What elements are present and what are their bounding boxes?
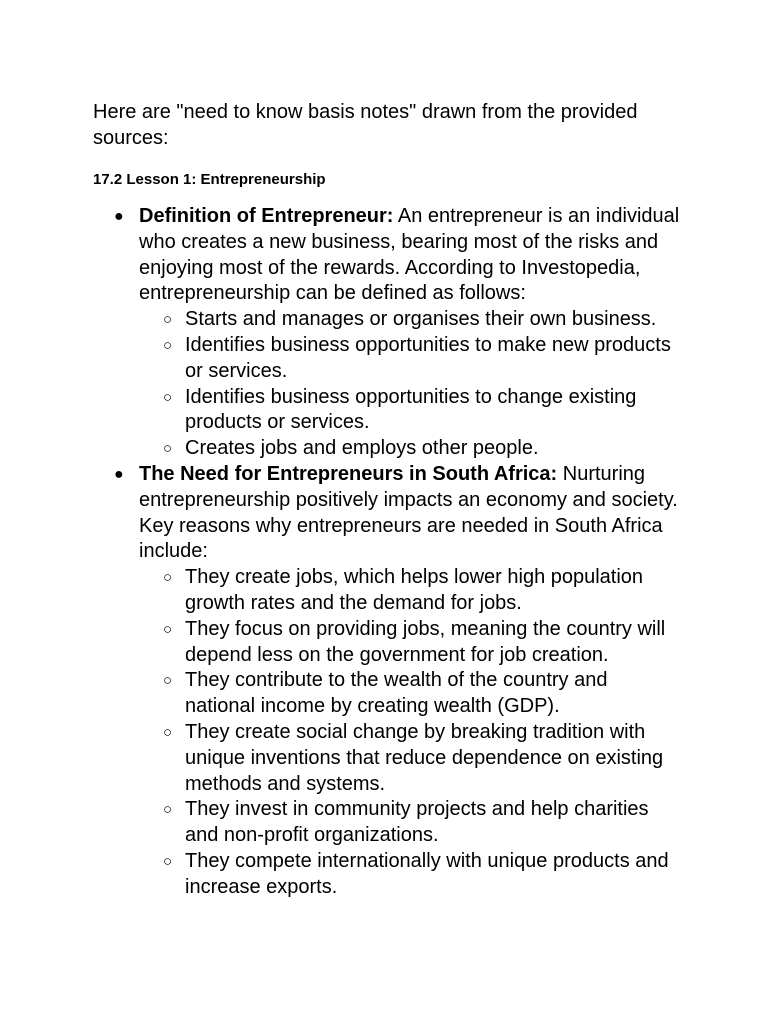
sub-bullet-list [139, 307, 683, 462]
bullet-term: The Need for Entrepreneurs in South Africa: [139, 462, 558, 485]
hollow-circle-icon: ○ [163, 723, 173, 741]
sub-list-item: ○ Identifies business opportunities to change existing products or services. [163, 385, 637, 434]
sub-bullet-list [139, 565, 683, 900]
sub-list-item: ○ They create social change by breaking tradition with unique inventions that reduce dependence on existing methods and systems. [163, 720, 664, 795]
hollow-circle-icon: ○ [163, 801, 173, 819]
sub-list-item: ○ They create jobs, which helps lower high population growth rates and the demand for jobs. [163, 566, 644, 614]
main-bullet-list [93, 204, 683, 901]
sub-list-item: ○ They invest in community projects and help charities and non-profit organizations. [163, 798, 649, 847]
bullet-need-for-entrepreneurs [93, 462, 683, 901]
intro-paragraph: Here are "need to know basis notes" drawn from the provided sources: [93, 101, 638, 149]
sub-list-item: ○ They compete internationally with unique products and increase exports. [163, 849, 669, 898]
bullet-definition-of-entrepreneur [93, 204, 683, 462]
hollow-circle-icon: ○ [163, 336, 173, 354]
sub-list-item: ○ Creates jobs and employs other people. [139, 436, 683, 462]
hollow-circle-icon: ○ [163, 388, 173, 406]
bullet-dot-icon: ● [114, 208, 124, 225]
hollow-circle-icon: ○ [163, 852, 173, 870]
sub-list-item: ○ They focus on providing jobs, meaning the country will depend less on the government for job creation. [163, 617, 666, 666]
hollow-circle-icon: ○ [163, 672, 173, 690]
bullet-dot-icon: ● [114, 465, 124, 483]
hollow-circle-icon: ○ [163, 311, 173, 329]
sub-list-item: ○ Starts and manages or organises their own business. [139, 307, 683, 333]
hollow-circle-icon: ○ [163, 620, 173, 638]
bullet-text: An entrepreneur is an individual who creates a new business, bearing most of the risks and enjoying most of the rewards. According to Investopedia, entrepreneurship can be defined as follows: [139, 205, 680, 305]
sub-list-item: ○ Identifies business opportunities to make new products or services. [163, 333, 671, 382]
bullet-term: Definition of Entrepreneur: [139, 205, 394, 227]
sub-list-item: ○ They contribute to the wealth of the country and national income by creating wealth (GDP). [163, 669, 608, 718]
hollow-circle-icon: ○ [163, 569, 173, 587]
document-page [93, 99, 683, 901]
hollow-circle-icon: ○ [163, 440, 173, 458]
bullet-text: Nurturing entrepreneurship positively impacts an economy and society. Key reasons why entrepreneurs are needed in South Africa include: [139, 462, 678, 563]
lesson-heading: 17.2 Lesson 1: Entrepreneurship [93, 171, 326, 188]
